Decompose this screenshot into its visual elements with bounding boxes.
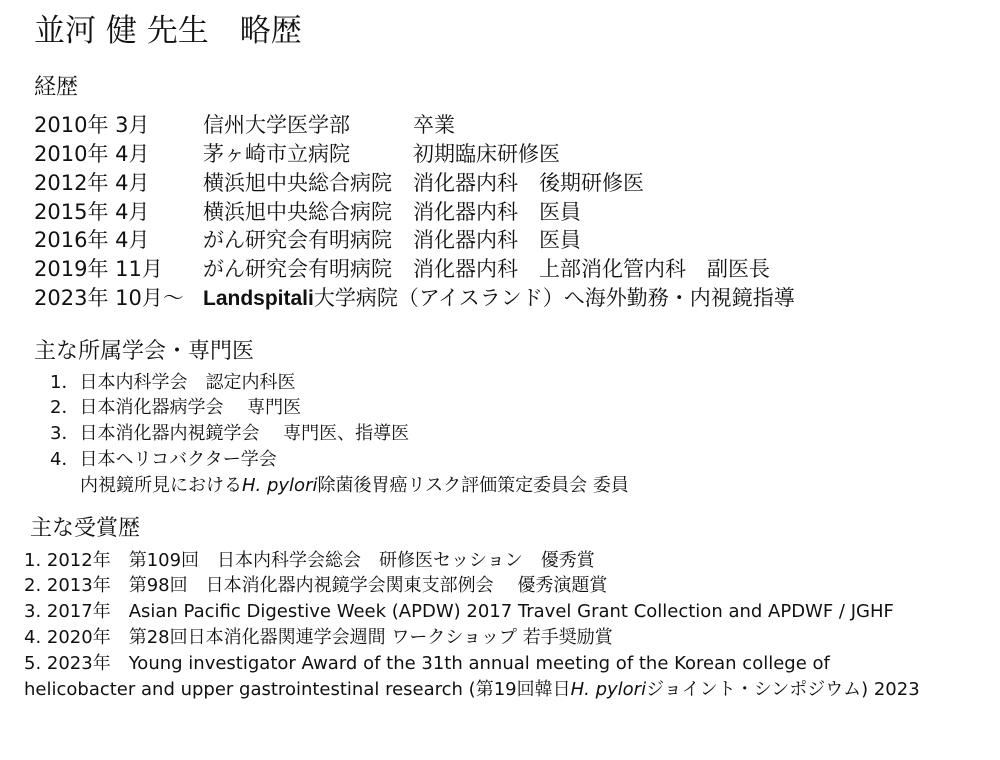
membership-item: 2．日本消化器病学会 専門医 bbox=[50, 397, 302, 418]
award-item: 2. 2013年 第98回 日本消化器内視鏡学会関東支部例会 優秀演題賞 bbox=[24, 575, 608, 596]
award-item: 3. 2017年 Asian Pacific Digestive Week (APDW) 2017 Travel Grant Collection and APDWF / JGHF bbox=[24, 601, 894, 622]
career-date: 2019年 11月 bbox=[34, 257, 163, 281]
hospital-name-latin: Landspitali bbox=[203, 287, 314, 310]
membership-item: 1．日本内科学会 認定内科医 bbox=[50, 372, 296, 393]
memberships-heading: 主な所属学会・専門医 bbox=[34, 339, 255, 364]
species-name-italic: H. pylori bbox=[242, 475, 318, 496]
career-date: 2012年 4月 bbox=[34, 171, 150, 195]
text-segment: ジョイント・シンポジウム) 2023 bbox=[646, 679, 920, 700]
award-item-continuation bbox=[24, 681, 920, 699]
text-segment: 除菌後胃癌リスク評価策定委員会 委員 bbox=[317, 475, 629, 496]
text-segment: helicobacter and upper gastrointestinal research (第19回韓日 bbox=[24, 679, 571, 700]
membership-item: 3．日本消化器内視鏡学会 専門医、指導医 bbox=[50, 423, 410, 444]
career-date: 2015年 4月 bbox=[34, 200, 150, 224]
award-item: 5. 2023年 Young investigator Award of the 31th annual meeting of the Korean college of bbox=[24, 653, 830, 674]
species-name-italic: H. pylori bbox=[570, 679, 647, 700]
career-date: 2023年 10月～ bbox=[34, 286, 184, 310]
page-title: 並河 健 先生 略歴 bbox=[34, 13, 302, 49]
membership-item: 4．日本ヘリコバクター学会 bbox=[50, 449, 277, 470]
career-date: 2010年 3月 bbox=[34, 113, 150, 137]
career-desc: 信州大学医学部 卒業 bbox=[203, 113, 455, 137]
career-desc bbox=[203, 288, 795, 309]
career-desc: 横浜旭中央総合病院 消化器内科 医員 bbox=[203, 200, 581, 224]
career-date: 2016年 4月 bbox=[34, 228, 150, 252]
career-heading: 経歴 bbox=[34, 75, 79, 100]
career-desc: がん研究会有明病院 消化器内科 医員 bbox=[203, 228, 581, 252]
membership-item-detail bbox=[80, 477, 629, 495]
career-desc: 茅ヶ崎市立病院 初期臨床研修医 bbox=[203, 142, 560, 166]
career-desc-rest: 大学病院（アイスランド）へ海外勤務・内視鏡指導 bbox=[313, 286, 795, 310]
awards-heading: 主な受賞歴 bbox=[30, 516, 141, 541]
award-item: 1. 2012年 第109回 日本内科学会総会 研修医セッション 優秀賞 bbox=[24, 550, 595, 571]
career-desc: 横浜旭中央総合病院 消化器内科 後期研修医 bbox=[203, 171, 644, 195]
text-segment: 内視鏡所見における bbox=[80, 475, 242, 496]
career-date: 2010年 4月 bbox=[34, 142, 150, 166]
award-item: 4. 2020年 第28回日本消化器関連学会週間 ワークショップ 若手奨励賞 bbox=[24, 627, 613, 648]
career-desc: がん研究会有明病院 消化器内科 上部消化管内科 副医長 bbox=[203, 257, 770, 281]
